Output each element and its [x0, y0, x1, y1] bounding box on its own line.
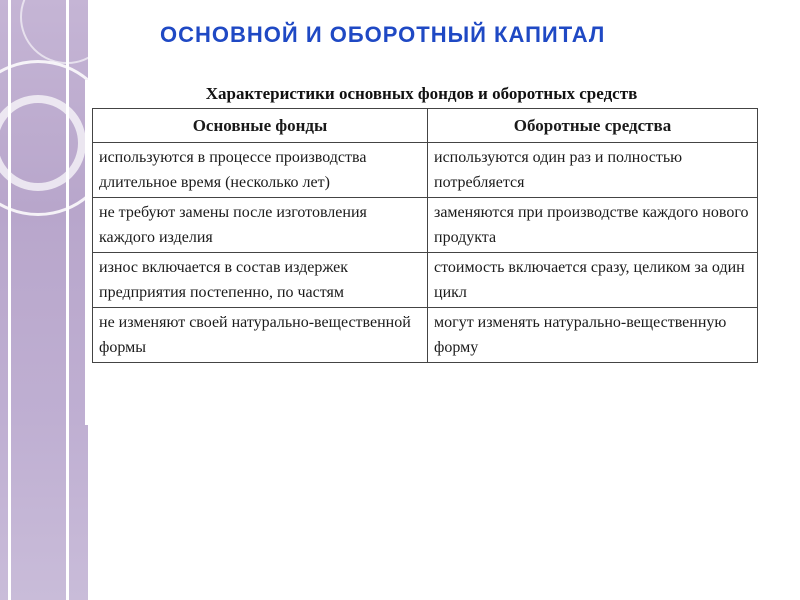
table-cell: не изменяют своей натурально-вещественной формы — [93, 308, 428, 363]
table-cell: не требуют замены после изготовления каждого изделия — [93, 198, 428, 253]
table-row — [93, 308, 758, 363]
column-header: Оборотные средства — [428, 109, 758, 143]
table-caption: Характеристики основных фондов и оборотных средств — [205, 84, 638, 103]
table-row — [93, 198, 758, 253]
decorative-ring — [20, 0, 88, 64]
table-header-row — [93, 109, 758, 143]
table-cell: заменяются при производстве каждого нового продукта — [428, 198, 758, 253]
table-cell: износ включается в состав издержек предприятия постепенно, по частям — [93, 253, 428, 308]
comparison-table — [92, 108, 758, 363]
table-row — [93, 253, 758, 308]
table-image — [85, 80, 758, 425]
table-cell: могут изменять натурально-вещественную форму — [428, 308, 758, 363]
table-cell: стоимость включается сразу, целиком за один цикл — [428, 253, 758, 308]
table-cell: используются один раз и полностью потребляется — [428, 143, 758, 198]
table-row — [93, 143, 758, 198]
slide-title: ОСНОВНОЙ И ОБОРОТНЫЙ КАПИТАЛ — [160, 22, 606, 47]
decorative-sidebar — [0, 0, 88, 600]
column-header: Основные фонды — [93, 109, 428, 143]
table-cell: используются в процессе производства длительное время (несколько лет) — [93, 143, 428, 198]
